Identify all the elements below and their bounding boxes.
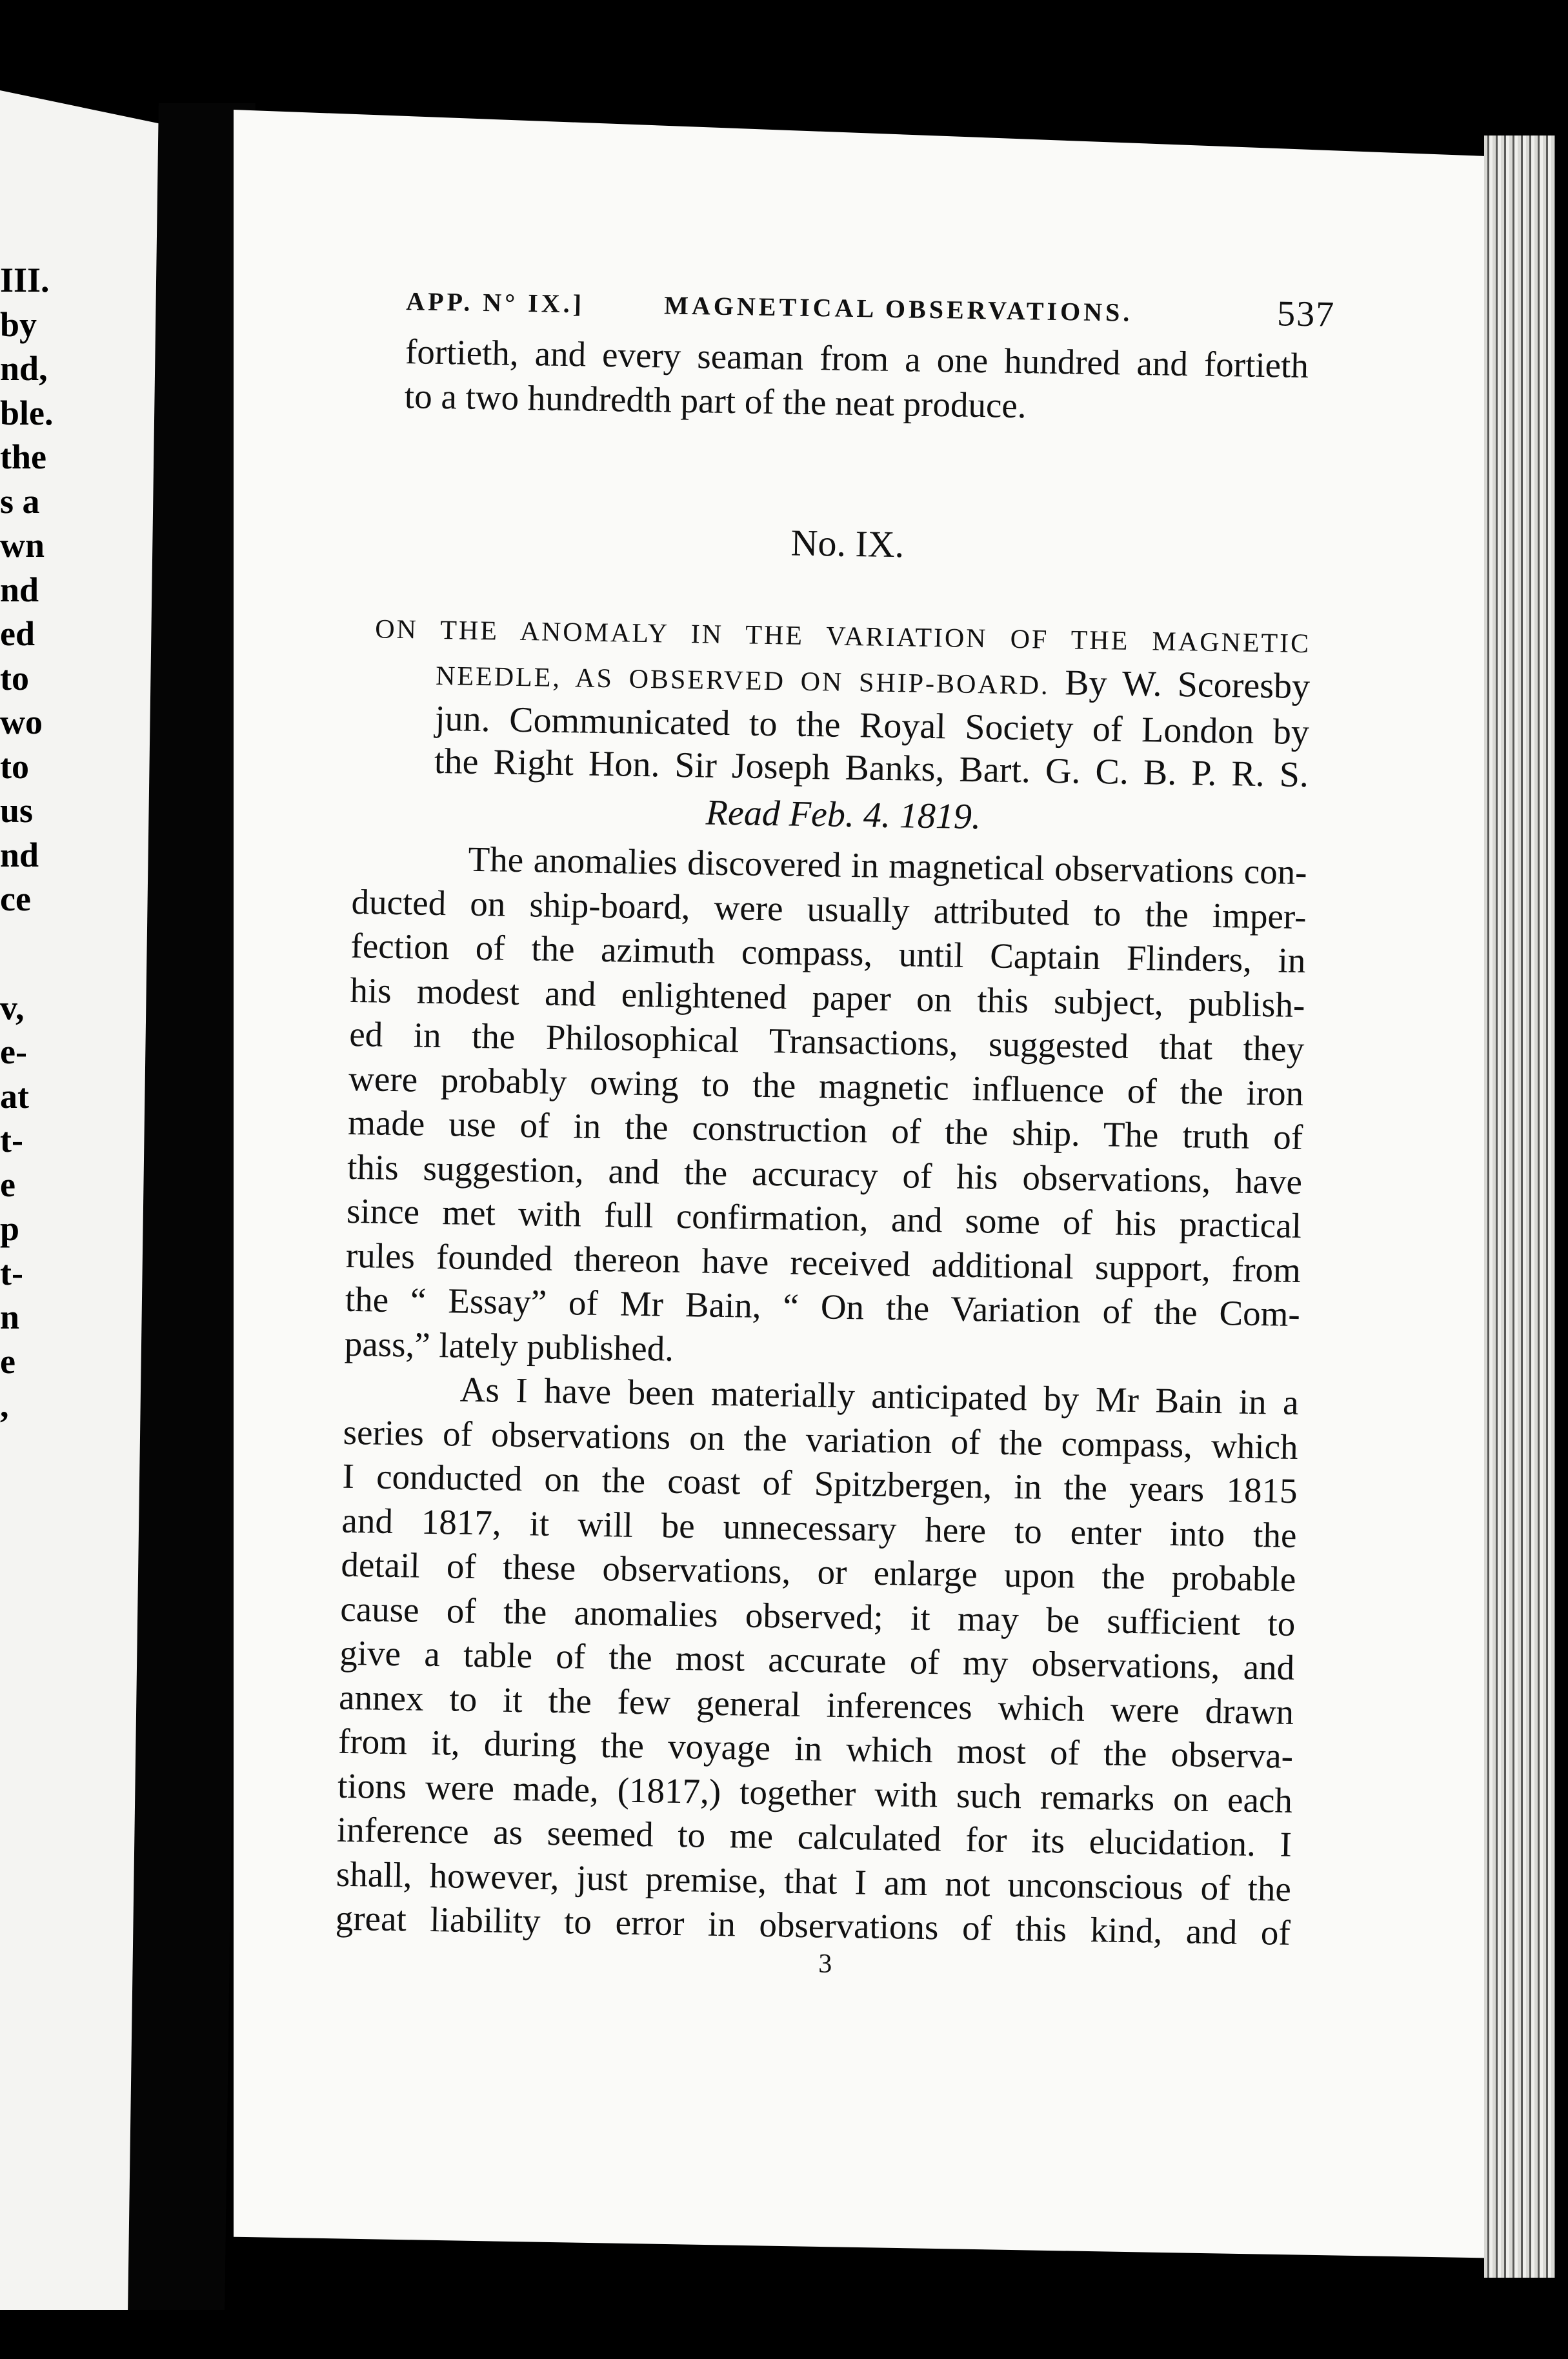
text-line: give a table of the most accurate of my observations, and [339, 1632, 1295, 1687]
edge-line: to [0, 658, 29, 698]
text-line: his modest and enlightened paper on this subject, publish- [350, 970, 1305, 1025]
page-content [335, 271, 1336, 1986]
edge-line: e- [0, 1032, 27, 1071]
page-number: 537 [1276, 294, 1336, 335]
text-line: and 1817, it will be unnecessary here to enter into the [341, 1500, 1297, 1555]
edge-line: t- [0, 1121, 23, 1159]
edge-line: n [0, 1298, 20, 1336]
edge-line: p [0, 1209, 20, 1248]
text-line: ed in the Philosophical Transactions, suggested that they [348, 1014, 1305, 1069]
title-line: the Right Hon. Sir Joseph Banks, Bart. G. C. B. P. R. S. [434, 741, 1309, 796]
text-line: to a two hundredth part of the neat produce. [404, 376, 1027, 425]
text-line: I conducted on the coast of Spitzbergen, in the years 1815 [342, 1456, 1298, 1511]
page-edges [1484, 136, 1555, 2278]
edge-line: ed [0, 614, 35, 653]
edge-line: e [0, 1165, 15, 1204]
left-page-edge-text [0, 258, 65, 1428]
text-line: the “ Essay” of Mr Bain, “ On the Variation of the Com- [345, 1279, 1301, 1334]
edge-line: by [0, 305, 37, 344]
edge-line: ce [0, 879, 31, 918]
edge-line: nd [0, 570, 39, 609]
running-title: MAGNETICAL OBSERVATIONS. [663, 290, 1133, 327]
article-number: No. IX. [790, 521, 905, 566]
text-line: from it, during the voyage in which most of the observa- [337, 1721, 1294, 1776]
edge-line: us [0, 791, 34, 830]
text-line: As I have been materially anticipated by Mr Bain in a [459, 1369, 1300, 1423]
text-line: detail of these observations, or enlarge upon the probable [341, 1544, 1296, 1599]
text-line: inference as seemed to me calculated for its elucidation. I [336, 1809, 1292, 1864]
edge-line: at [0, 1076, 29, 1116]
appendix-label: APP. N° IX.] [405, 286, 585, 319]
spacer [0, 921, 65, 986]
edge-line: v, [0, 988, 25, 1027]
text-line: fection of the azimuth compass, until Captain Flinders, in [350, 925, 1306, 981]
text-line: ducted on ship-board, were usually attributed to the imper- [351, 881, 1307, 936]
edge-line: e [0, 1341, 15, 1381]
text-line: made use of in the construction of the ship. The truth of [347, 1102, 1303, 1158]
text-line: fortieth, and every seaman from a one hundred and fortieth [405, 332, 1309, 386]
edge-line: ble. [0, 393, 54, 432]
article-title [354, 608, 1311, 796]
text-line: annex to it the few general inferences which were drawn [338, 1677, 1294, 1732]
title-line: ON THE ANOMALY IN THE VARIATION OF THE MAGNETIC [374, 614, 1311, 659]
edge-line: nd, [0, 349, 48, 388]
edge-line: III. [0, 261, 50, 299]
read-date-text: Read Feb. 4. 1819. [705, 792, 981, 838]
byline-text: By W. Scoresby [1064, 663, 1311, 707]
text-line: were probably owing to the magnetic influence of the iron [348, 1058, 1304, 1113]
continued-paragraph [359, 329, 1315, 432]
edge-line: s a [0, 481, 40, 521]
edge-line: nd [0, 835, 39, 874]
text-line: pass,” lately published. [344, 1323, 674, 1369]
text-line: series of observations on the variation of the compass, which [343, 1412, 1299, 1467]
title-line: jun. Communicated to the Royal Society of London by [434, 698, 1310, 753]
signature-mark: 3 [818, 1948, 832, 1979]
edge-line: t- [0, 1253, 23, 1292]
read-date [352, 787, 1308, 843]
text-line: since met with full confirmation, and some of his practical [346, 1190, 1302, 1246]
paragraph-1 [344, 836, 1307, 1381]
byline [1065, 663, 1311, 707]
title-line-text: NEEDLE, AS OBSERVED ON SHIP-BOARD. [435, 661, 1050, 701]
text-line: tions were made, (1817,) together with such remarks on each [337, 1765, 1293, 1820]
edge-line: to [0, 747, 29, 786]
edge-line: wo [0, 703, 43, 741]
text-line: The anomalies discovered in magnetical observations con- [468, 839, 1308, 892]
text-line: rules founded thereon have received additional support, from [345, 1235, 1302, 1290]
text-line: this suggestion, and the accuracy of his observations, have [347, 1147, 1303, 1201]
text-line: shall, however, just premise, that I am not unconscious of the [336, 1854, 1292, 1909]
paragraph-2 [335, 1366, 1299, 1956]
edge-line: wn [0, 526, 45, 565]
text-line: cause of the anomalies observed; it may be sufficient to [339, 1589, 1296, 1643]
edge-line: , [0, 1386, 9, 1425]
text-line: great liability to error in observations of this kind, and of [335, 1898, 1291, 1952]
edge-line: the [0, 437, 46, 476]
